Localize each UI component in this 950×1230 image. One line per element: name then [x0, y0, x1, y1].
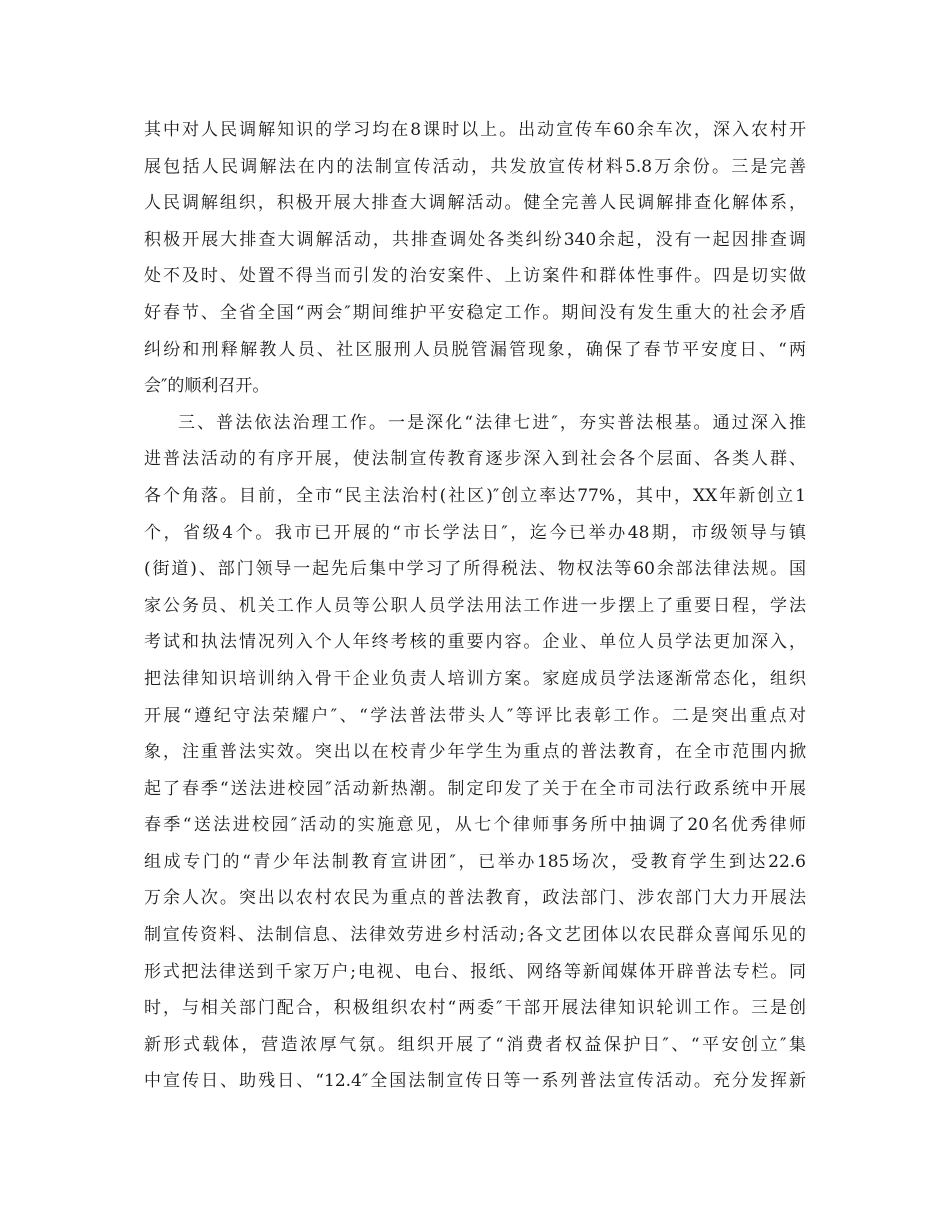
text-line-11: 各个角落。目前，全市“民主法治村(社区)″创立率达77%，其中，XX年新创立1 [144, 485, 806, 506]
text-line-6: 好春节、全省全国“两会″期间维护平安稳定工作。期间没有发生重大的社会矛盾 [144, 302, 806, 323]
text-line-2: 展包括人民调解法在内的法制宣传活动，共发放宣传材料5.8万余份。三是完善 [144, 156, 806, 177]
text-line-10: 进普法活动的有序开展，使法制宣传教育逐步深入到社会各个层面、各类人群、 [144, 449, 806, 470]
text-line-13: (街道)、部门领导一起先后集中学习了所得税法、物权法等60余部法律法规。国 [144, 559, 806, 580]
text-line-9: 三、普法依法治理工作。一是深化“法律七进″，夯实普法根基。通过深入推 [178, 412, 806, 433]
text-line-3: 人民调解组织，积极开展大排查大调解活动。健全完善人民调解排查化解体系， [144, 193, 806, 214]
text-line-23: 制宣传资料、法制信息、法律效劳进乡村活动;各文艺团体以农民群众喜闻乐见的 [144, 925, 806, 946]
text-line-17: 开展“遵纪守法荣耀户″、“学法普法带头人″等评比表彰工作。二是突出重点对 [144, 705, 806, 726]
text-line-19: 起了春季“送法进校园″活动新热潮。制定印发了关于在全市司法行政系统中开展 [144, 778, 806, 799]
text-line-8: 会″的顺利召开。 [144, 376, 270, 397]
text-line-22: 万余人次。突出以农村农民为重点的普法教育，政法部门、涉农部门大力开展法 [144, 888, 806, 909]
text-line-26: 新形式载体，营造浓厚气氛。组织开展了“消费者权益保护日″、“平安创立″集 [144, 1034, 806, 1055]
text-line-18: 象，注重普法实效。突出以在校青少年学生为重点的普法教育，在全市范围内掀 [144, 742, 806, 763]
text-line-27: 中宣传日、助残日、“12.4″全国法制宣传日等一系列普法宣传活动。充分发挥新 [144, 1071, 806, 1092]
text-line-21: 组成专门的“青少年法制教育宣讲团″，已举办185场次，受教育学生到达22.6 [144, 851, 806, 872]
text-line-12: 个，省级4个。我市已开展的“市长学法日″，迄今已举办48期，市级领导与镇 [144, 522, 806, 543]
body-text [144, 112, 806, 1100]
text-line-25: 时，与相关部门配合，积极组织农村“两委″干部开展法律知识轮训工作。三是创 [144, 998, 806, 1019]
text-line-20: 春季“送法进校园″活动的实施意见，从七个律师事务所中抽调了20名优秀律师 [144, 815, 806, 836]
text-line-5: 处不及时、处置不得当而引发的治安案件、上访案件和群体性事件。四是切实做 [144, 266, 806, 287]
text-line-24: 形式把法律送到千家万户;电视、电台、报纸、网络等新闻媒体开辟普法专栏。同 [144, 961, 806, 982]
text-line-1: 其中对人民调解知识的学习均在8课时以上。出动宣传车60余车次，深入农村开 [144, 120, 806, 140]
text-line-15: 考试和执法情况列入个人年终考核的重要内容。企业、单位人员学法更加深入， [144, 632, 806, 653]
text-line-14: 家公务员、机关工作人员等公职人员学法用法工作进一步摆上了重要日程，学法 [144, 595, 806, 616]
text-line-16: 把法律知识培训纳入骨干企业负责人培训方案。家庭成员学法逐渐常态化，组织 [144, 668, 806, 689]
text-line-7: 纠纷和刑释解教人员、社区服刑人员脱管漏管现象，确保了春节平安度日、“两 [144, 339, 806, 360]
text-line-4: 积极开展大排查大调解活动，共排查调处各类纠纷340余起，没有一起因排查调 [144, 229, 806, 250]
